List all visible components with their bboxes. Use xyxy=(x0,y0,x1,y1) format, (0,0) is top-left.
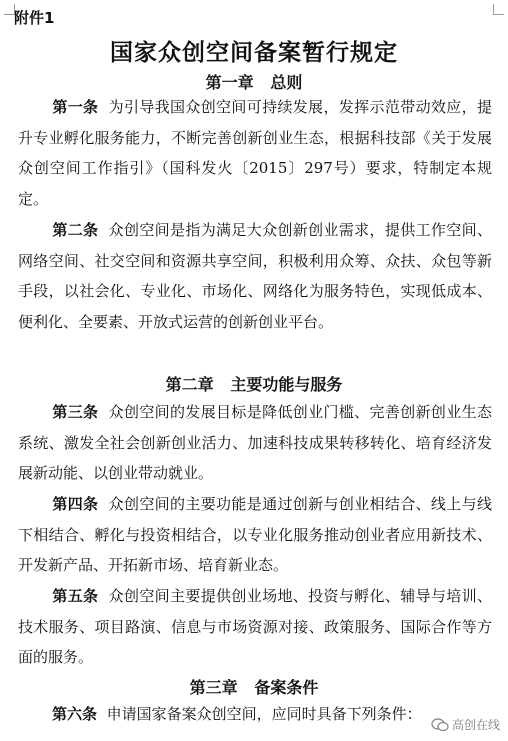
article-label: 第三条 xyxy=(52,403,99,421)
article-label: 第六条 xyxy=(52,705,98,723)
article-text: 申请国家备案众创空间，应同时具备下列条件： xyxy=(106,705,422,723)
article-label: 第四条 xyxy=(52,495,99,513)
article-5 xyxy=(18,581,492,673)
watermark xyxy=(431,716,500,733)
article-text: 众创空间是指为满足大众创新创业需求，提供工作空间、网络空间、社交空间和资源共享空间，积极利用众筹、众扶、众包等新手段，以社会化、专业化、市场化、网络化为服务特色，实现低成本、便利化、全要素、开放式运营的创新创业平台。 xyxy=(18,221,492,331)
article-3 xyxy=(18,397,492,489)
article-2 xyxy=(18,215,492,337)
attachment-label: 附件1 xyxy=(14,9,55,27)
article-label: 第一条 xyxy=(52,98,99,116)
chapter-label: 第二章 xyxy=(165,375,214,394)
wechat-icon xyxy=(431,718,449,732)
article-label: 第五条 xyxy=(52,587,99,605)
chapter-label: 第一章 xyxy=(205,73,254,92)
watermark-text: 高创在线 xyxy=(451,718,500,732)
article-4 xyxy=(18,489,492,581)
crop-mark-top-right xyxy=(493,4,504,15)
article-text: 为引导我国众创空间可持续发展，发挥示范带动效应，提升专业孵化服务能力，不断完善创新创业生态，根据科技部《关于发展众创空间工作指引》（国科发火〔2015〕297号）要求，特制定本规定。 xyxy=(18,98,492,208)
article-1 xyxy=(18,92,492,214)
article-text: 众创空间的主要功能是通过创新与创业相结合、线上与线下相结合、孵化与投资相结合，以专业化服务推动创业者应用新技术、开发新产品、开拓新市场、培育新业态。 xyxy=(18,495,492,575)
article-label: 第二条 xyxy=(52,221,99,239)
chapter-heading-1 xyxy=(0,70,508,93)
article-text: 众创空间主要提供创业场地、投资与孵化、辅导与培训、技术服务、项目路演、信息与市场资源对接、政策服务、国际合作等方面的服务。 xyxy=(18,587,492,667)
chapter-label: 第三章 xyxy=(189,678,238,697)
chapter-name: 备案条件 xyxy=(254,678,319,697)
chapter-name: 总则 xyxy=(270,73,303,92)
article-6 xyxy=(18,699,492,730)
chapter-heading-2 xyxy=(0,372,508,395)
document-title: 国家众创空间备案暂行规定 xyxy=(110,39,398,66)
article-text: 众创空间的发展目标是降低创业门槛、完善创新创业生态系统、激发全社会创新创业活力、加速科技成果转移转化、培育经济发展新动能、以创业带动就业。 xyxy=(18,403,492,483)
chapter-heading-3 xyxy=(0,675,508,698)
chapter-name: 主要功能与服务 xyxy=(230,375,343,394)
